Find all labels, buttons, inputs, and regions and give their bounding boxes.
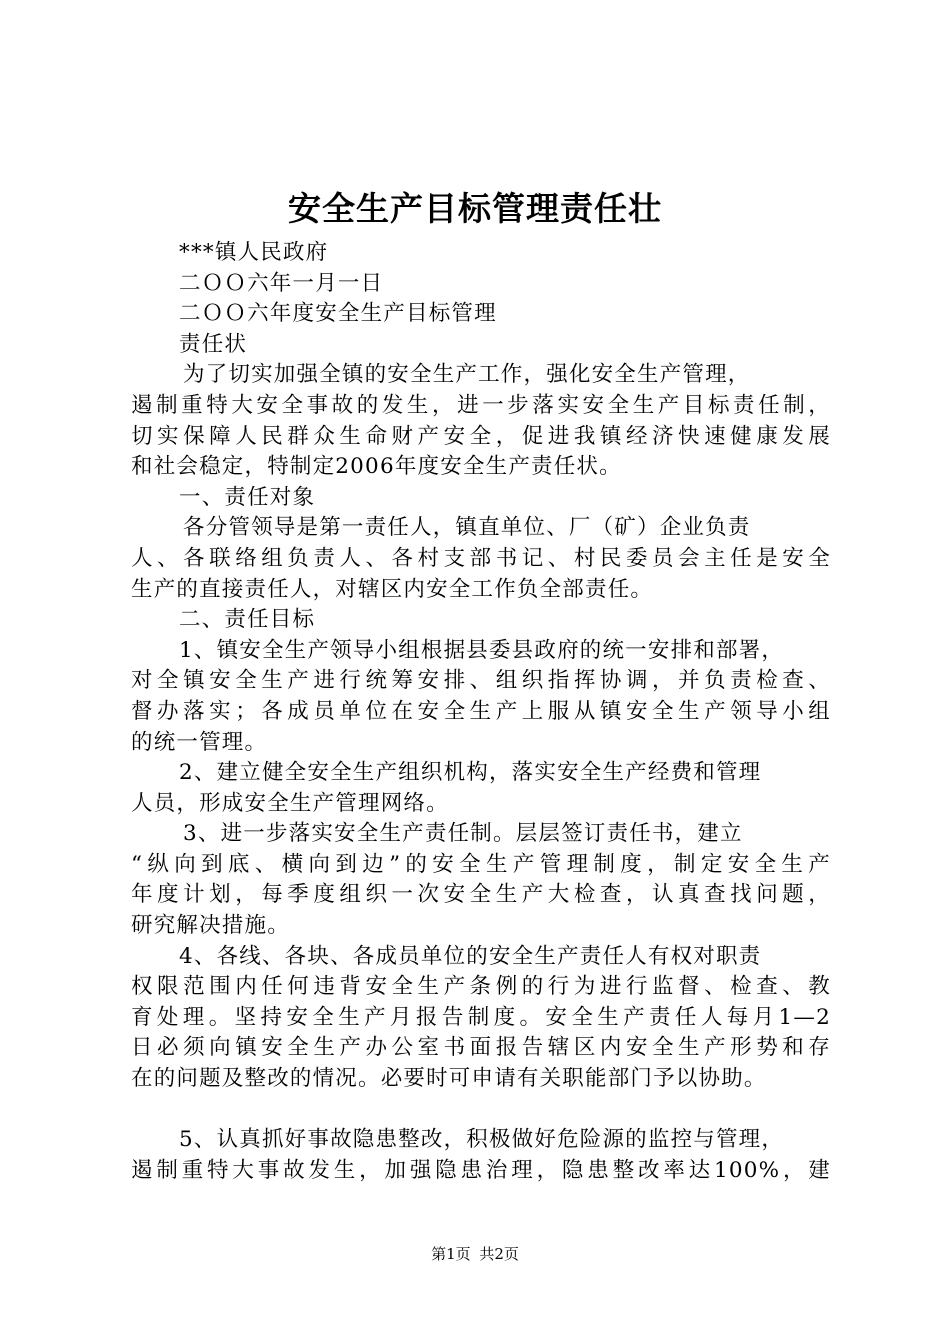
paragraph-line: 2、建立健全安全生产组织机构，落实安全生产经费和管理: [179, 760, 762, 786]
paragraph-line: 生产的直接责任人，对辖区内安全工作负全部责任。: [131, 576, 654, 602]
document-title: 安全生产目标管理责任壮: [288, 189, 662, 228]
paragraph-line: 在的问题及整改的情况。必要时可申请有关职能部门予以协助。: [131, 1066, 767, 1092]
paragraph-line: 育处理。坚持安全生产月报告制度。安全生产责任人每月1—2: [131, 1004, 831, 1030]
paragraph-line: 1、镇安全生产领导小组根据县委县政府的统一安排和部署，: [179, 637, 785, 663]
paragraph-line: 的统一管理。: [131, 729, 268, 755]
paragraph-line: 对全镇安全生产进行统筹安排、组织指挥协调，并负责检查、: [131, 668, 831, 694]
paragraph-line: 督办落实；各成员单位在安全生产上服从镇安全生产领导小组: [131, 698, 831, 724]
subtitle-line-2: 责任状: [179, 331, 248, 357]
date-line: 二ＯＯ六年一月一日: [179, 270, 384, 296]
blank-line: [131, 1095, 831, 1126]
page-number: 第1页: [431, 1245, 471, 1263]
paragraph-line: “纵向到底、横向到边”的安全生产管理制度，制定安全生产: [131, 851, 831, 877]
paragraph-line: 遏制重特大事故发生，加强隐患治理，隐患整改率达100%，建: [131, 1157, 831, 1183]
paragraph-line: 和社会稳定，特制定2006年度安全生产责任状。: [131, 454, 622, 480]
paragraph-line: 权限范围内任何违背安全生产条例的行为进行监督、检查、教: [131, 974, 831, 1000]
paragraph-line: 日必须向镇安全生产办公室书面报告辖区内安全生产形势和存: [131, 1035, 831, 1061]
page-footer: [0, 1243, 950, 1265]
paragraph-line: 切实保障人民群众生命财产安全，促进我镇经济快速健康发展: [131, 423, 831, 449]
paragraph-line: 人员，形成安全生产管理网络。: [131, 790, 449, 816]
section-heading: 二、责任目标: [179, 607, 316, 633]
paragraph-line: 研究解决措施。: [131, 913, 290, 939]
paragraph-line: 年度计划，每季度组织一次安全生产大检查，认真查找问题，: [131, 882, 831, 908]
paragraph-line: 为了切实加强全镇的安全生产工作，强化安全生产管理，: [183, 362, 751, 388]
paragraph-line: 人、各联络组负责人、各村支部书记、村民委员会主任是安全: [131, 545, 831, 571]
paragraph-line: 5、认真抓好事故隐患整改，积极做好危险源的监控与管理，: [179, 1127, 785, 1153]
paragraph-line: 各分管领导是第一责任人，镇直单位、厂（矿）企业负责: [183, 515, 751, 541]
issuer-line: ***镇人民政府: [179, 240, 329, 265]
document-body: [131, 238, 831, 1186]
paragraph-line: 遏制重特大安全事故的发生，进一步落实安全生产目标责任制，: [131, 392, 831, 418]
subtitle-line: 二ＯＯ六年度安全生产目标管理: [179, 301, 497, 327]
paragraph-line: 4、各线、各块、各成员单位的安全生产责任人有权对职责: [179, 943, 762, 969]
paragraph-line: 3、进一步落实安全生产责任制。层层签订责任书，建立: [183, 821, 743, 847]
page-total: 共2页: [479, 1245, 519, 1263]
section-heading: 一、责任对象: [179, 484, 316, 510]
